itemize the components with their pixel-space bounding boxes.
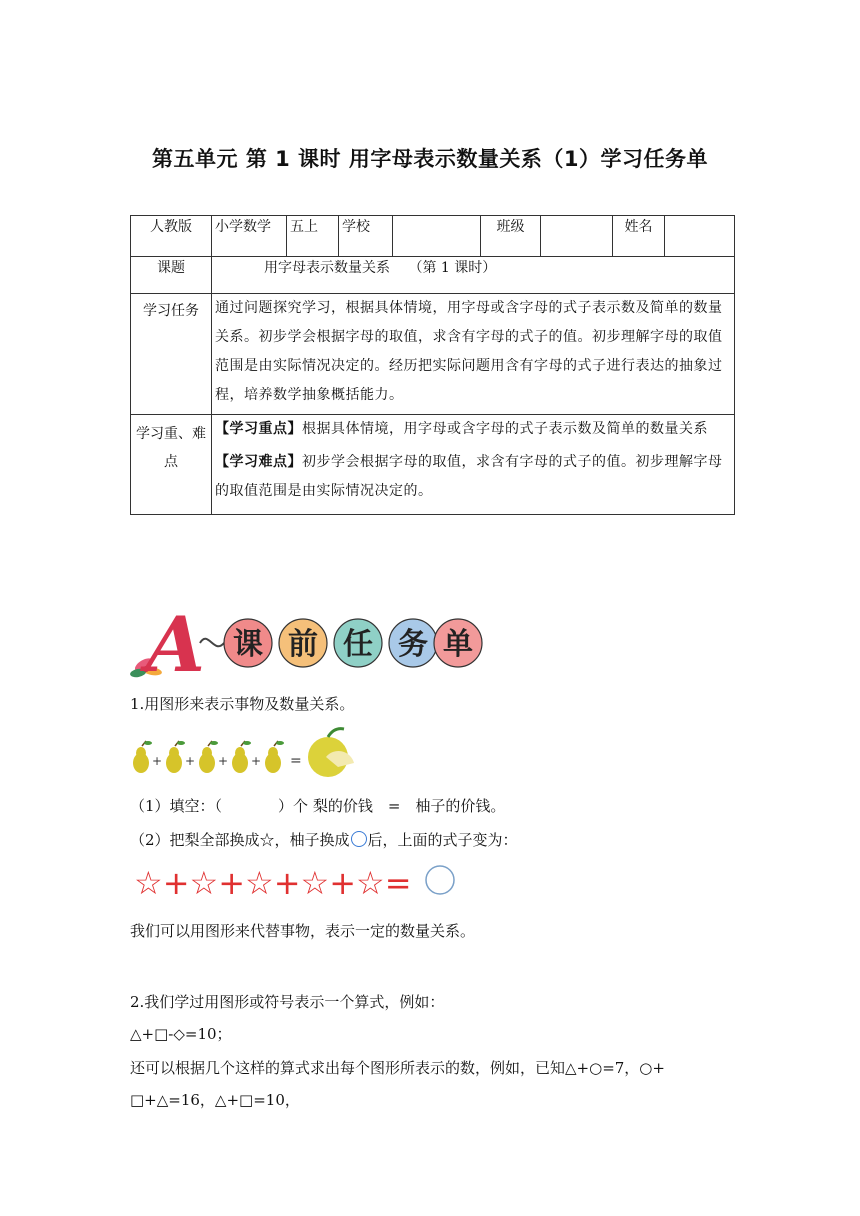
pear-icon xyxy=(199,741,218,773)
banner-letter: A xyxy=(146,603,205,679)
circle-icon xyxy=(351,831,367,847)
cell-name-label: 姓名 xyxy=(613,216,665,257)
topic-value: 用字母表示数量关系 （第 1 课时） xyxy=(212,257,735,294)
key-point-tag: 【学习重点】 xyxy=(215,421,302,437)
circle-icon xyxy=(426,866,454,894)
section2-line1: 还可以根据几个这样的算式求出每个图形所表示的数，例如，已知△+○=7，○+ xyxy=(130,1059,665,1077)
star-equation-text: ☆+☆+☆+☆+☆= xyxy=(134,864,412,902)
difficulty-text: 初步学会根据字母的取值，求含有字母的式子的值。初步理解字母的取值范围是由实际情况决定的。 xyxy=(215,454,723,499)
cell-edition: 人教版 xyxy=(131,216,212,257)
cell-school-label: 学校 xyxy=(339,216,393,257)
banner-char-5: 单 xyxy=(443,627,473,662)
question-2 xyxy=(130,829,518,850)
plus-sign: + xyxy=(251,754,262,768)
q1-suffix: ）个 梨的价钱 = 柚子的价钱。 xyxy=(278,797,506,815)
plus-sign: + xyxy=(218,754,229,768)
cell-name-value[interactable] xyxy=(665,216,735,257)
info-row-topic xyxy=(131,257,735,294)
pear-icon xyxy=(265,741,284,773)
plus-sign: + xyxy=(152,754,163,768)
fruit-equation xyxy=(130,727,370,779)
question-1 xyxy=(130,795,505,816)
info-row-key xyxy=(131,415,735,515)
cell-class-value[interactable] xyxy=(541,216,613,257)
q1-prefix: （1）填空：（ xyxy=(130,797,223,815)
equals-sign: = xyxy=(290,753,302,769)
pre-class-banner xyxy=(128,603,488,679)
banner-chars xyxy=(224,619,482,667)
pomelo-icon xyxy=(308,729,354,777)
q2-prefix: （2）把梨全部换成☆，柚子换成 xyxy=(130,831,350,849)
cell-grade: 五上 xyxy=(287,216,339,257)
section2-example: △+□-◇=10； xyxy=(130,1025,232,1043)
cell-school-value[interactable] xyxy=(393,216,481,257)
star-equation xyxy=(134,860,464,902)
pear-icon xyxy=(166,741,185,773)
page-title: 第五单元 第 1 课时 用字母表示数量关系（1）学习任务单 xyxy=(152,147,708,171)
plus-sign: + xyxy=(185,754,196,768)
cell-subject: 小学数学 xyxy=(212,216,287,257)
difficulty-tag: 【学习难点】 xyxy=(215,454,302,470)
section2-line2: □+△=16，△+□=10， xyxy=(130,1091,300,1109)
banner-char-4: 务 xyxy=(398,627,428,662)
pear-icon xyxy=(232,741,251,773)
task-label: 学习任务 xyxy=(131,294,212,415)
key-point-text: 根据具体情境，用字母或含字母的式子表示数及简单的数量关系 xyxy=(302,421,708,437)
info-row-task xyxy=(131,294,735,415)
banner-char-2: 前 xyxy=(288,627,318,662)
section2-heading: 2.我们学过用图形或符号表示一个算式，例如： xyxy=(130,993,445,1011)
topic-label: 课题 xyxy=(131,257,212,294)
info-table xyxy=(130,215,735,515)
cell-class-label: 班级 xyxy=(481,216,541,257)
banner-char-3: 任 xyxy=(343,627,373,662)
section1-conclusion: 我们可以用图形来代替事物，表示一定的数量关系。 xyxy=(130,922,476,940)
key-label: 学习重、难点 xyxy=(131,415,212,515)
q2-suffix: 后，上面的式子变为： xyxy=(367,831,518,849)
banner-char-1: 课 xyxy=(233,627,263,662)
pear-icon xyxy=(133,741,152,773)
key-content xyxy=(212,415,735,515)
info-row-header xyxy=(131,216,735,257)
task-text: 通过问题探究学习，根据具体情境，用字母或含字母的式子表示数及简单的数量关系。初步学会根据字母的取值，求含有字母的式子的值。初步理解字母的取值范围是由实际情况决定的。经历把实际问题用含有字母的式子进行表达的抽象过程，培养数学抽象概括能力。 xyxy=(212,294,735,415)
section1-heading: 1.用图形来表示事物及数量关系。 xyxy=(130,695,355,713)
